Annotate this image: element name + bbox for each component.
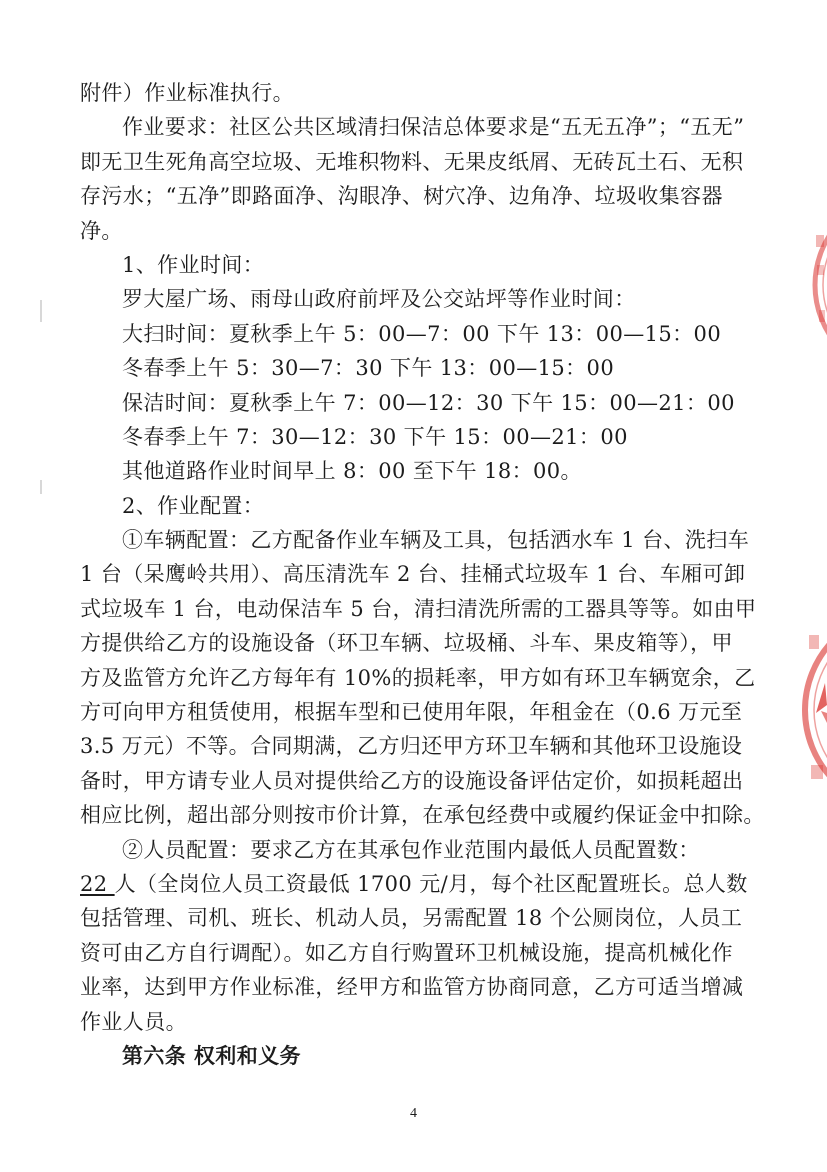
article-heading: 第六条 权利和义务 — [122, 1043, 301, 1068]
text-line: 方提供给乙方的设施设备（环卫车辆、垃圾桶、斗车、果皮箱等），甲 — [80, 631, 733, 656]
seal-stamp-fragment — [807, 205, 827, 365]
text-line: 相应比例，超出部分则按市价计算，在承包经费中或履约保证金中扣除。 — [80, 803, 765, 828]
text-line: 式垃圾车 1 台，电动保洁车 5 台，清扫清洗所需的工器具等等。如由甲 — [80, 596, 757, 621]
text-line: 附件）作业标准执行。 — [80, 81, 294, 105]
text-line: 即无卫生死角高空垃圾、无堆积物料、无果皮纸屑、无砖瓦土石、无积 — [80, 149, 744, 174]
section-heading: 1、作业时间： — [122, 252, 265, 277]
text-line: 3.5 万元）不等。合同期满，乙方归还甲方环卫车辆和其他环卫设施设 — [80, 734, 743, 759]
text-line: 存污水；“五净”即路面净、沟眼净、树穴净、边角净、垃圾收集容器 — [80, 184, 723, 209]
document-body — [80, 76, 765, 1073]
text-line: 冬春季上午 7：30—12：30 下午 15：00—21：00 — [122, 424, 628, 449]
text-line: 资可由乙方自行调配）。如乙方自行购置环卫机械设施，提高机械化作 — [80, 940, 733, 965]
text-line: 作业要求：社区公共区域清扫保洁总体要求是“五无五净”；“五无” — [122, 115, 745, 140]
text-line: 罗大屋广场、雨母山政府前坪及公交站坪等作业时间： — [122, 287, 636, 312]
text-line: 作业人员。 — [80, 1009, 187, 1034]
text-line: 净。 — [80, 218, 123, 243]
text-line: 方可向甲方租赁使用，根据车型和已使用年限，年租金在（0.6 万元至 — [80, 700, 743, 725]
text-line: 保洁时间：夏秋季上午 7：00—12：30 下午 15：00—21：00 — [122, 390, 735, 415]
scan-mark — [40, 300, 42, 322]
text-line: ②人员配置：要求乙方在其承包作业范围内最低人员配置数： — [122, 837, 700, 862]
text-line: 包括管理、司机、班长、机动人员，另需配置 18 个公厕岗位，人员工 — [80, 906, 743, 931]
section-heading: 2、作业配置： — [122, 493, 265, 518]
staff-count-text: 人（全岗位人员工资最低 1700 元/月，每个社区配置班长。总人数 — [114, 871, 748, 896]
text-line: 方及监管方允许乙方每年有 10%的损耗率，甲方如有环卫车辆宽余，乙 — [80, 665, 756, 690]
staff-count: 22 — [80, 871, 115, 896]
text-line: ①车辆配置：乙方配备作业车辆及工具，包括洒水车 1 台、洗扫车 — [122, 528, 750, 553]
text-line: 1 台（呆鹰岭共用）、高压清洗车 2 台、挂桶式垃圾车 1 台、车厢可卸 — [80, 562, 746, 587]
text-line: 冬春季上午 5：30—7：30 下午 13：00—15：00 — [122, 356, 615, 381]
page-number: 4 — [410, 1106, 417, 1121]
text-line: 大扫时间：夏秋季上午 5：00—7：00 下午 13：00—15：00 — [122, 321, 722, 346]
scan-mark — [40, 480, 42, 494]
text-line: 备时，甲方请专业人员对提供给乙方的设施设备评估定价，如损耗超出 — [80, 768, 744, 793]
text-line: 业率，达到甲方作业标准，经甲方和监管方协商同意，乙方可适当增减 — [80, 975, 744, 1000]
seal-stamp-fragment — [795, 615, 827, 805]
text-line — [80, 867, 760, 901]
text-line: 其他道路作业时间早上 8：00 至下午 18：00。 — [122, 459, 582, 484]
